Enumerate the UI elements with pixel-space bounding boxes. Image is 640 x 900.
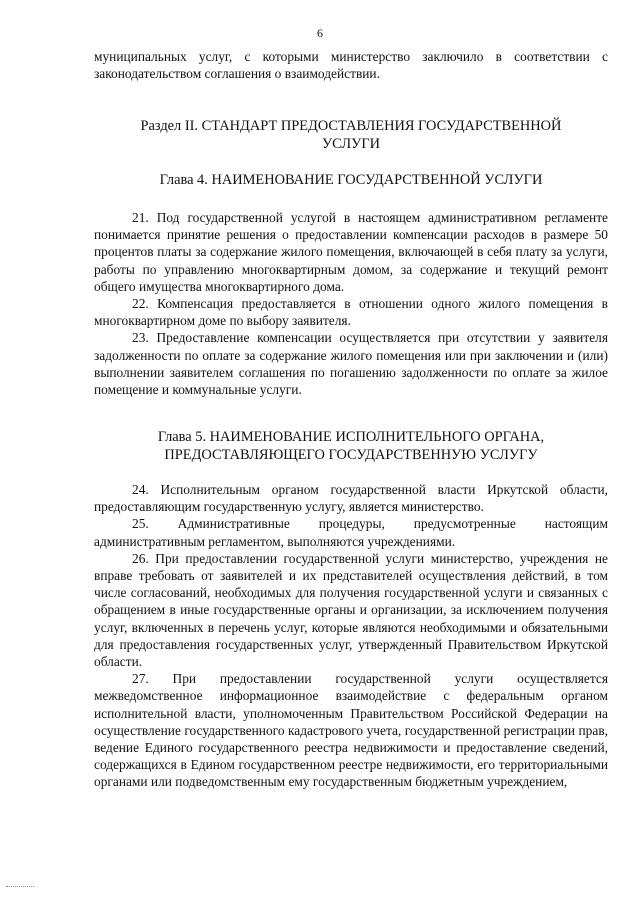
intro-block <box>94 48 608 82</box>
intro-paragraph: муниципальных услуг, с которыми министерство заключило в соответствии с законодательством соглашения о взаимодействии. <box>94 49 608 82</box>
chapter5-heading: Глава 5. НАИМЕНОВАНИЕ ИСПОЛНИТЕЛЬНОГО ОРГАНА, ПРЕДОСТАВЛЯЮЩЕГО ГОСУДАРСТВЕННУЮ УСЛУГУ <box>157 429 545 463</box>
paragraph-26: 26. При предоставлении государственной услуги министерство, учреждения не вправе требовать от заявителей и их представителей осуществления действий, в том числе согласований, необходимых для получения государственной услуги и связанных с обращением в иные государственные органы и организации, за исключением получения услуг, включенных в перечень услуг, которые являются необходимыми и обязательными для предоставления государственных услуг, утвержденный Правительством Иркутской области. <box>94 550 608 670</box>
chapter4-heading: Глава 4. НАИМЕНОВАНИЕ ГОСУДАРСТВЕННОЙ УСЛУГИ <box>159 172 543 188</box>
paragraph-24: 24. Исполнительным органом государственной власти Иркутской области, предоставляющим государственную услугу, является министерство. <box>94 482 608 515</box>
paragraph-23: 23. Предоставление компенсации осуществляется при отсутствии у заявителя задолженности по оплате за содержание жилого помещения или при заключении и (или) выполнении заявителем соглашения по погашению задолженности по оплате за жилое помещение и коммунальные услуги. <box>94 330 608 398</box>
chapter5-body <box>94 481 608 791</box>
page-number: 6 <box>317 26 323 40</box>
paragraph-22: 22. Компенсация предоставляется в отношении одного жилого помещения в многоквартирном доме по выбору заявителя. <box>94 296 608 329</box>
paragraph-25: 25. Административные процедуры, предусмотренные настоящим административным регламентом, выполняются учреждениями. <box>94 516 608 549</box>
paragraph-27: 27. При предоставлении государственной услуги осуществляется межведомственное информационное взаимодействие с федеральным органом исполнительной власти, уполномоченным Правительством Российской Федерации на осуществление государственного кадастрового учета, государственной регистрации прав, ведение Единого государственного реестра недвижимости и предоставление сведений, содержащихся в Едином государственном реестре недвижимости, его территориальными органами или подведомственным ему государственным бюджетным учреждением, <box>94 671 608 790</box>
scan-artifact <box>6 886 34 890</box>
chapter4-body <box>94 209 608 398</box>
section-heading: Раздел II. СТАНДАРТ ПРЕДОСТАВЛЕНИЯ ГОСУДАРСТВЕННОЙ УСЛУГИ <box>140 118 562 152</box>
paragraph-21: 21. Под государственной услугой в настоящем административном регламенте понимается принятие решения о предоставлении компенсации расходов в размере 50 процентов платы за содержание жилого помещения, включающей в себя плату за услуги, работы по управлению многоквартирным домом, за содержание и текущий ремонт общего имущества многоквартирного дома. <box>94 210 608 294</box>
